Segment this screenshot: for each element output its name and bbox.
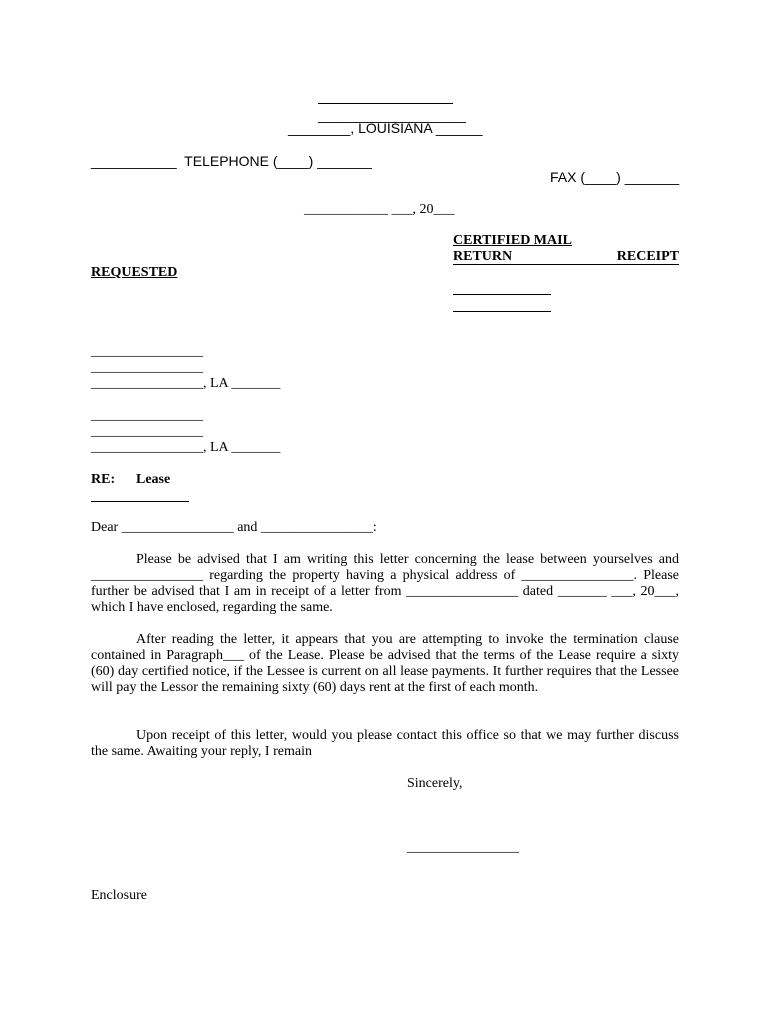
body-paragraph-2-text: After reading the letter, it appears that you are attempting to invoke the termination clause contained in Paragraph___ of the Lease. Please be advised that the terms of the Lease require a sixty (60) day certified notice, if the Lessee is current on all lease payments. It further requires that the Lessee will pay the Lessor the remaining sixty (60) days rent at the first of each month. <box>91 632 679 695</box>
subject-underline <box>91 501 189 502</box>
subject-label: RE: <box>91 472 116 487</box>
recipient-2-line-3: ________________, LA _______ <box>91 440 281 455</box>
letterhead-telephone-line: ___________ TELEPHONE (____) _______ <box>91 153 372 169</box>
letterhead-address-line: ___________________ <box>318 107 466 123</box>
letterhead-fax-line: FAX (____) _______ <box>550 169 680 185</box>
certified-number-line-2 <box>453 311 551 312</box>
recipient-2-line-1: ________________ <box>91 408 203 423</box>
letterhead-name-line <box>318 103 453 104</box>
recipient-1-line-3: ________________, LA _______ <box>91 376 281 391</box>
letterhead-city-line: ________, LOUISIANA ______ <box>288 120 483 136</box>
delivery-receipt: RECEIPT <box>616 249 679 264</box>
body-paragraph-3-text: Upon receipt of this letter, would you please contact this office so that we may further discuss the same. Awaiting your reply, I remain <box>91 728 679 759</box>
recipient-1-line-1: ________________ <box>91 344 203 359</box>
body-paragraph-2 <box>91 632 679 696</box>
delivery-requested: REQUESTED <box>91 265 178 280</box>
subject-value: Lease <box>136 472 171 487</box>
salutation: Dear ________________ and ________________: <box>91 520 377 535</box>
recipient-1-line-2: ________________ <box>91 360 203 375</box>
body-paragraph-3 <box>91 728 679 760</box>
enclosure-note: Enclosure <box>91 888 147 903</box>
body-paragraph-1-text: Please be advised that I am writing this letter concerning the lease between yourselves and ________________ regarding the property having a physical address of ________________. Please further be advised that I am in receipt of a letter from ________________ dated _______ ___, 20___, which I have enclosed, regarding the same. <box>91 552 679 615</box>
delivery-return: RETURN <box>453 249 513 264</box>
signature-line: ________________ <box>407 840 519 855</box>
recipient-2-line-2: ________________ <box>91 424 203 439</box>
certified-number-line-1 <box>453 294 551 295</box>
closing: Sincerely, <box>407 776 463 791</box>
body-paragraph-1 <box>91 552 679 616</box>
delivery-certified-mail: CERTIFIED MAIL <box>453 233 572 248</box>
delivery-return-receipt-row <box>453 249 679 265</box>
date-line: ____________ ___, 20___ <box>304 202 455 217</box>
